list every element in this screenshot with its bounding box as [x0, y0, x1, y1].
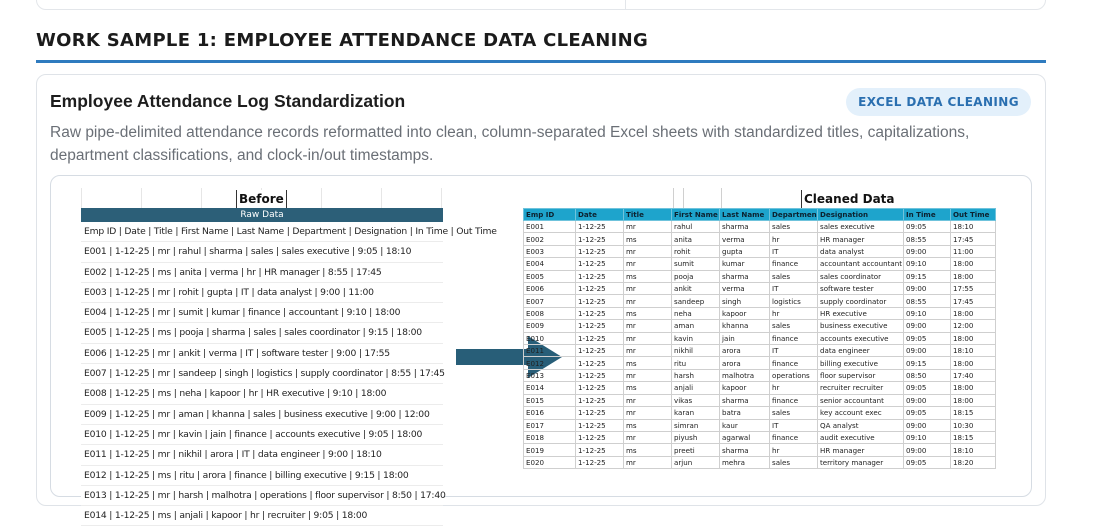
table-cell: 18:10	[951, 221, 996, 233]
table-cell: piyush	[672, 431, 720, 443]
table-cell: logistics	[770, 295, 818, 307]
table-cell: 1-12-25	[576, 270, 624, 282]
table-cell: mr	[624, 320, 672, 332]
table-cell: E013	[524, 369, 576, 381]
table-cell: ms	[624, 382, 672, 394]
table-cell: IT	[770, 245, 818, 257]
table-cell: data analyst	[818, 245, 904, 257]
column-header: Departmen	[770, 209, 818, 221]
table-row	[524, 394, 996, 406]
table-cell: 1-12-25	[576, 245, 624, 257]
table-cell: mr	[624, 394, 672, 406]
raw-row: E007 | 1-12-25 | mr | sandeep | singh | logistics | supply coordinator | 8:55 | 17:45	[81, 364, 443, 384]
section-underline	[36, 60, 1046, 63]
raw-row: E002 | 1-12-25 | ms | anita | verma | hr | HR manager | 8:55 | 17:45	[81, 263, 443, 283]
table-cell: 12:00	[951, 320, 996, 332]
raw-row: E010 | 1-12-25 | mr | kavin | jain | finance | accounts executive | 9:05 | 18:00	[81, 425, 443, 445]
table-cell: kaur	[720, 419, 770, 431]
table-row	[524, 382, 996, 394]
sample-screenshot[interactable]	[50, 175, 1032, 522]
table-cell: ankit	[672, 283, 720, 295]
category-badge: EXCEL DATA CLEANING	[846, 88, 1031, 116]
table-cell: hr	[770, 233, 818, 245]
table-cell: 1-12-25	[576, 295, 624, 307]
table-cell: 1-12-25	[576, 221, 624, 233]
table-cell: sharma	[720, 394, 770, 406]
cleaned-table	[523, 208, 996, 469]
column-header: Designation	[818, 209, 904, 221]
raw-data-header: Raw Data	[81, 208, 443, 222]
column-header: First Name	[672, 209, 720, 221]
table-cell: 09:05	[904, 456, 951, 468]
table-cell: supply coordinator	[818, 295, 904, 307]
table-cell: 11:00	[951, 245, 996, 257]
table-cell: aman	[672, 320, 720, 332]
cleaned-data-label: Cleaned Data	[801, 190, 897, 208]
table-cell: E010	[524, 332, 576, 344]
table-cell: arora	[720, 345, 770, 357]
column-header: Out Time	[951, 209, 996, 221]
table-cell: 18:00	[951, 332, 996, 344]
raw-row: Emp ID | Date | Title | First Name | Last Name | Department | Designation | In Time | Out Time	[81, 222, 443, 242]
table-cell: E008	[524, 307, 576, 319]
table-cell: 09:00	[904, 394, 951, 406]
table-cell: 09:00	[904, 320, 951, 332]
table-cell: arjun	[672, 456, 720, 468]
card-title: Employee Attendance Log Standardization	[50, 91, 406, 111]
table-cell: 08:55	[904, 233, 951, 245]
raw-row: E009 | 1-12-25 | mr | aman | khanna | sales | business executive | 9:00 | 12:00	[81, 405, 443, 425]
table-cell: senior accountant	[818, 394, 904, 406]
table-cell: E020	[524, 456, 576, 468]
table-cell: neha	[672, 307, 720, 319]
table-cell: E012	[524, 357, 576, 369]
table-cell: rohit	[672, 245, 720, 257]
table-cell: mr	[624, 245, 672, 257]
table-cell: agarwal	[720, 431, 770, 443]
table-cell: 17:45	[951, 233, 996, 245]
table-cell: E004	[524, 258, 576, 270]
table-cell: E003	[524, 245, 576, 257]
table-cell: kapoor	[720, 382, 770, 394]
table-cell: 18:15	[951, 407, 996, 419]
table-cell: sales	[770, 407, 818, 419]
table-cell: E019	[524, 444, 576, 456]
table-cell: 1-12-25	[576, 307, 624, 319]
table-cell: 1-12-25	[576, 320, 624, 332]
table-cell: sales	[770, 221, 818, 233]
previous-card-edge	[36, 0, 1046, 10]
raw-row: E001 | 1-12-25 | mr | rahul | sharma | sales | sales executive | 9:05 | 18:10	[81, 242, 443, 262]
table-cell: HR executive	[818, 307, 904, 319]
raw-row: E003 | 1-12-25 | mr | rohit | gupta | IT | data analyst | 9:00 | 11:00	[81, 283, 443, 303]
table-cell: 08:55	[904, 295, 951, 307]
table-cell: verma	[720, 233, 770, 245]
table-body	[524, 221, 996, 469]
table-cell: ms	[624, 307, 672, 319]
raw-row: E008 | 1-12-25 | ms | neha | kapoor | hr | HR executive | 9:10 | 18:00	[81, 384, 443, 404]
table-cell: 1-12-25	[576, 444, 624, 456]
table-cell: vikas	[672, 394, 720, 406]
table-cell: IT	[770, 419, 818, 431]
table-cell: anita	[672, 233, 720, 245]
table-cell: 1-12-25	[576, 283, 624, 295]
table-row	[524, 419, 996, 431]
table-cell: kapoor	[720, 307, 770, 319]
table-cell: 18:00	[951, 258, 996, 270]
table-cell: 1-12-25	[576, 394, 624, 406]
table-cell: E016	[524, 407, 576, 419]
table-cell: software tester	[818, 283, 904, 295]
table-cell: audit executive	[818, 431, 904, 443]
table-cell: khanna	[720, 320, 770, 332]
table-row	[524, 221, 996, 233]
after-sheet	[523, 188, 1013, 493]
table-row	[524, 431, 996, 443]
table-cell: sharma	[720, 444, 770, 456]
table-cell: sales executive	[818, 221, 904, 233]
table-cell: 09:05	[904, 332, 951, 344]
table-cell: gupta	[720, 245, 770, 257]
table-header-row	[524, 209, 996, 221]
table-cell: finance	[770, 431, 818, 443]
column-header: Title	[624, 209, 672, 221]
table-cell: 1-12-25	[576, 357, 624, 369]
table-cell: batra	[720, 407, 770, 419]
table-cell: ms	[624, 444, 672, 456]
table-cell: key account exec	[818, 407, 904, 419]
before-label: Before	[236, 190, 287, 208]
table-cell: anjali	[672, 382, 720, 394]
table-cell: verma	[720, 283, 770, 295]
table-cell: 1-12-25	[576, 382, 624, 394]
table-row	[524, 320, 996, 332]
table-cell: territory manager	[818, 456, 904, 468]
table-cell: sandeep	[672, 295, 720, 307]
table-cell: 09:00	[904, 283, 951, 295]
table-cell: 17:55	[951, 283, 996, 295]
table-cell: sales	[770, 456, 818, 468]
gridline	[673, 188, 674, 208]
table-row	[524, 456, 996, 468]
table-cell: sales	[770, 320, 818, 332]
table-cell: 18:00	[951, 270, 996, 282]
table-cell: E017	[524, 419, 576, 431]
table-cell: ms	[624, 270, 672, 282]
table-cell: mr	[624, 258, 672, 270]
raw-row: E011 | 1-12-25 | mr | nikhil | arora | IT | data engineer | 9:00 | 18:10	[81, 445, 443, 465]
raw-row: E006 | 1-12-25 | mr | ankit | verma | IT | software tester | 9:00 | 17:55	[81, 344, 443, 364]
gridline	[683, 188, 684, 208]
column-header: Emp ID	[524, 209, 576, 221]
table-cell: 09:10	[904, 258, 951, 270]
table-cell: 09:05	[904, 407, 951, 419]
table-cell: 08:50	[904, 369, 951, 381]
section-title: WORK SAMPLE 1: EMPLOYEE ATTENDANCE DATA CLEANING	[36, 30, 649, 51]
table-cell: E011	[524, 345, 576, 357]
card-divider	[625, 0, 626, 9]
table-cell: sumit	[672, 258, 720, 270]
table-cell: singh	[720, 295, 770, 307]
table-cell: harsh	[672, 369, 720, 381]
table-cell: floor supervisor	[818, 369, 904, 381]
table-row	[524, 345, 996, 357]
table-cell: 1-12-25	[576, 332, 624, 344]
table-cell: 1-12-25	[576, 369, 624, 381]
table-row	[524, 245, 996, 257]
table-cell: HR manager	[818, 233, 904, 245]
table-cell: 1-12-25	[576, 456, 624, 468]
table-cell: data engineer	[818, 345, 904, 357]
table-cell: 09:00	[904, 345, 951, 357]
table-cell: E007	[524, 295, 576, 307]
raw-row: E005 | 1-12-25 | ms | pooja | sharma | sales | sales coordinator | 9:15 | 18:00	[81, 323, 443, 343]
table-row	[524, 307, 996, 319]
table-cell: 1-12-25	[576, 345, 624, 357]
table-row	[524, 332, 996, 344]
table-cell: business executive	[818, 320, 904, 332]
table-cell: accounts executive	[818, 332, 904, 344]
table-cell: 18:00	[951, 394, 996, 406]
raw-row: E004 | 1-12-25 | mr | sumit | kumar | finance | accountant | 9:10 | 18:00	[81, 303, 443, 323]
table-row	[524, 357, 996, 369]
table-row	[524, 233, 996, 245]
table-cell: 09:05	[904, 221, 951, 233]
table-cell: mr	[624, 431, 672, 443]
table-cell: finance	[770, 332, 818, 344]
table-row	[524, 369, 996, 381]
table-row	[524, 444, 996, 456]
table-row	[524, 407, 996, 419]
before-header-row	[81, 188, 443, 208]
table-cell: mr	[624, 332, 672, 344]
table-cell: sharma	[720, 221, 770, 233]
table-cell: 09:00	[904, 444, 951, 456]
table-cell: 09:00	[904, 245, 951, 257]
table-cell: E002	[524, 233, 576, 245]
after-header-row	[523, 188, 1013, 208]
raw-rows	[81, 222, 497, 526]
table-cell: rahul	[672, 221, 720, 233]
table-row	[524, 270, 996, 282]
table-cell: 17:45	[951, 295, 996, 307]
card-description: Raw pipe-delimited attendance records reformatted into clean, column-separated Excel sheets with standardized titles, capitalizations, department classifications, and clock-in/out timestamps.	[50, 124, 970, 164]
column-header: In Time	[904, 209, 951, 221]
table-cell: mr	[624, 221, 672, 233]
table-cell: kavin	[672, 332, 720, 344]
table-cell: kumar	[720, 258, 770, 270]
table-cell: pooja	[672, 270, 720, 282]
table-cell: 18:00	[951, 382, 996, 394]
table-cell: finance	[770, 394, 818, 406]
table-cell: 09:15	[904, 270, 951, 282]
table-cell: mr	[624, 283, 672, 295]
table-cell: 18:10	[951, 345, 996, 357]
table-cell: mr	[624, 456, 672, 468]
table-cell: E015	[524, 394, 576, 406]
table-row	[524, 295, 996, 307]
table-cell: 18:10	[951, 444, 996, 456]
table-cell: ms	[624, 233, 672, 245]
table-cell: 18:00	[951, 357, 996, 369]
table-cell: operations	[770, 369, 818, 381]
column-header: Last Name	[720, 209, 770, 221]
table-cell: 09:05	[904, 382, 951, 394]
table-cell: ms	[624, 419, 672, 431]
table-row	[524, 283, 996, 295]
table-cell: E014	[524, 382, 576, 394]
table-cell: sharma	[720, 270, 770, 282]
table-cell: 09:15	[904, 357, 951, 369]
table-cell: ritu	[672, 357, 720, 369]
table-cell: 18:15	[951, 431, 996, 443]
table-cell: hr	[770, 444, 818, 456]
table-cell: arora	[720, 357, 770, 369]
table-cell: 09:00	[904, 419, 951, 431]
table-cell: mehra	[720, 456, 770, 468]
table-cell: 18:00	[951, 307, 996, 319]
table-cell: nikhil	[672, 345, 720, 357]
raw-row: E014 | 1-12-25 | ms | anjali | kapoor | hr | recruiter | 9:05 | 18:00	[81, 506, 443, 526]
table-cell: QA analyst	[818, 419, 904, 431]
gridline	[721, 188, 722, 208]
table-cell: IT	[770, 345, 818, 357]
table-cell: malhotra	[720, 369, 770, 381]
raw-row: E013 | 1-12-25 | mr | harsh | malhotra | operations | floor supervisor | 8:50 | 17:40	[81, 486, 443, 506]
table-cell: 1-12-25	[576, 419, 624, 431]
table-cell: 1-12-25	[576, 407, 624, 419]
before-sheet	[81, 188, 497, 522]
table-cell: karan	[672, 407, 720, 419]
table-cell: accountant accountant	[818, 258, 904, 270]
table-cell: E001	[524, 221, 576, 233]
table-cell: 1-12-25	[576, 431, 624, 443]
table-cell: preeti	[672, 444, 720, 456]
table-cell: mr	[624, 345, 672, 357]
table-cell: 10:30	[951, 419, 996, 431]
table-cell: sales	[770, 270, 818, 282]
table-cell: IT	[770, 283, 818, 295]
table-cell: mr	[624, 369, 672, 381]
table-cell: HR manager	[818, 444, 904, 456]
work-sample-card	[36, 74, 1046, 522]
table-cell: finance	[770, 357, 818, 369]
table-row	[524, 258, 996, 270]
table-cell: E009	[524, 320, 576, 332]
raw-row: E012 | 1-12-25 | ms | ritu | arora | finance | billing executive | 9:15 | 18:00	[81, 466, 443, 486]
table-cell: E006	[524, 283, 576, 295]
table-cell: jain	[720, 332, 770, 344]
table-cell: finance	[770, 258, 818, 270]
table-cell: 09:10	[904, 431, 951, 443]
table-cell: 18:20	[951, 456, 996, 468]
table-cell: 1-12-25	[576, 233, 624, 245]
table-cell: sales coordinator	[818, 270, 904, 282]
table-cell: mr	[624, 407, 672, 419]
table-cell: ms	[624, 357, 672, 369]
table-cell: recruiter recruiter	[818, 382, 904, 394]
column-header: Date	[576, 209, 624, 221]
table-cell: E018	[524, 431, 576, 443]
table-cell: E005	[524, 270, 576, 282]
table-cell: billing executive	[818, 357, 904, 369]
table-cell: hr	[770, 382, 818, 394]
table-cell: mr	[624, 295, 672, 307]
table-cell: hr	[770, 307, 818, 319]
table-cell: 17:40	[951, 369, 996, 381]
table-cell: 1-12-25	[576, 258, 624, 270]
table-cell: 09:10	[904, 307, 951, 319]
table-cell: simran	[672, 419, 720, 431]
